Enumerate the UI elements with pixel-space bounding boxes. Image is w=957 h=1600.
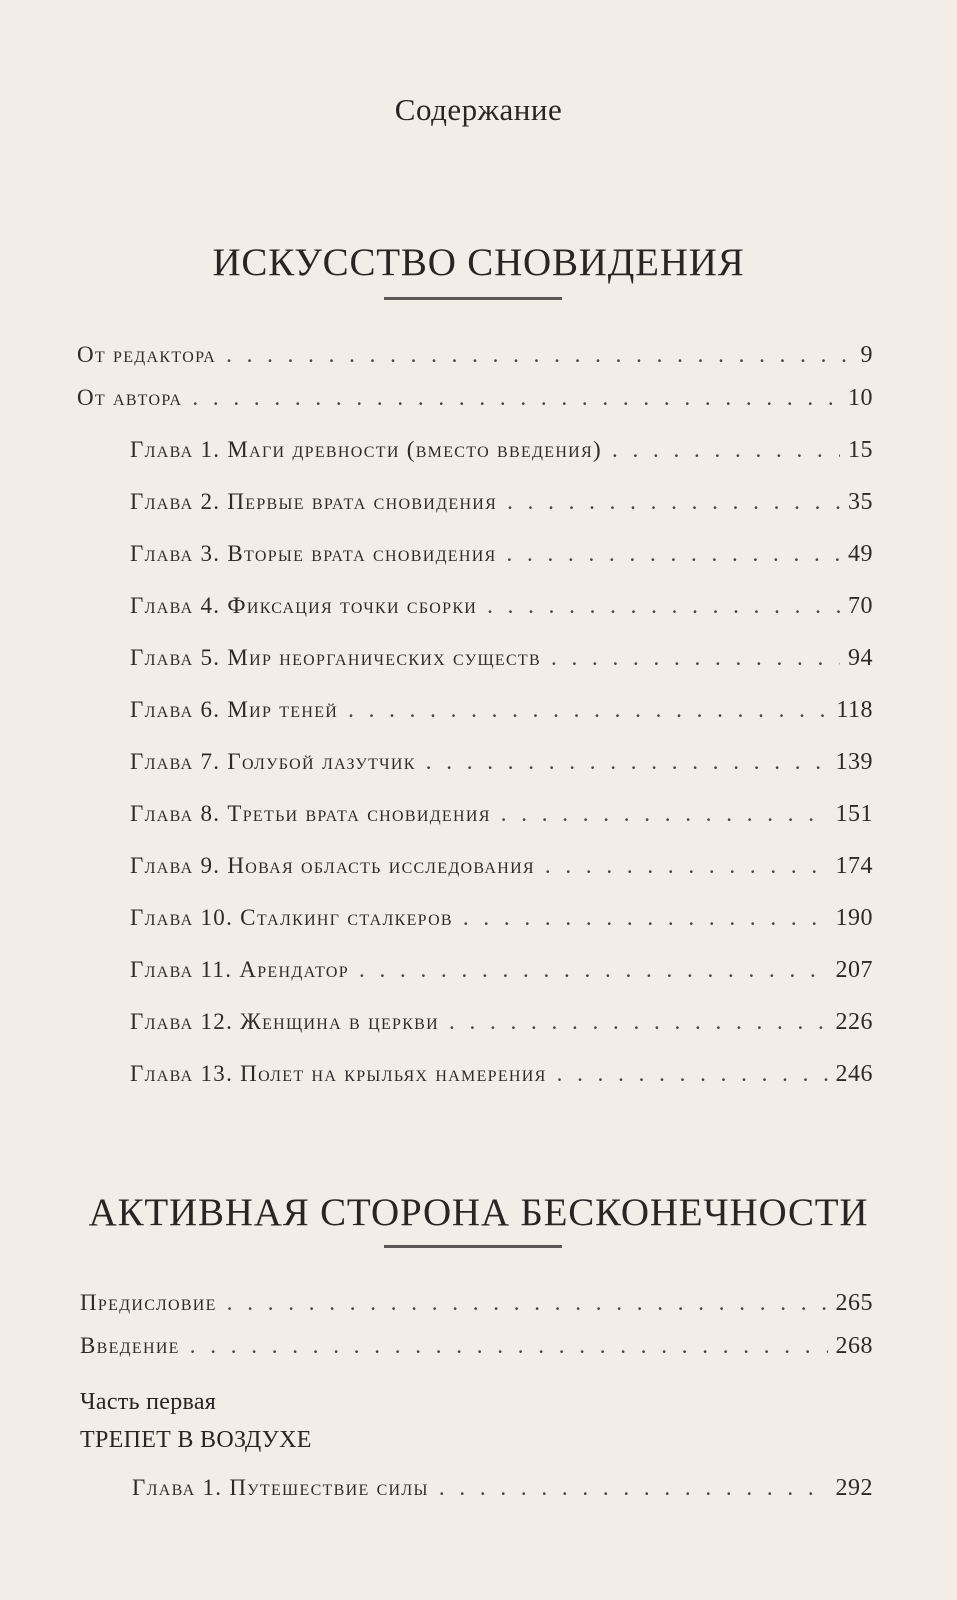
toc-entry: [77, 385, 873, 412]
toc-entry-page: 292: [835, 1475, 873, 1501]
toc-leader-dots: [545, 853, 828, 879]
toc-entry-page: 151: [835, 801, 873, 827]
toc-leader-dots: [449, 1009, 827, 1035]
toc-entry: [130, 801, 873, 828]
toc-leader-dots: [487, 593, 840, 619]
contents-heading: Содержание: [394, 92, 563, 127]
toc-leader-dots: [507, 541, 840, 567]
toc-entry-page: 9: [860, 342, 873, 368]
toc-entry-page: 190: [835, 905, 873, 931]
part-label: Часть первая: [80, 1389, 217, 1415]
toc-entry-label: Глава 9. Новая область исследования: [130, 853, 535, 878]
toc-entry: [80, 1290, 873, 1317]
toc-entry-page: 94: [848, 645, 873, 671]
toc-entry-label: Глава 3. Вторые врата сновидения: [130, 541, 497, 566]
toc-entry-label: От автора: [77, 385, 183, 410]
toc-entry: [130, 1061, 873, 1088]
toc-leader-dots: [507, 489, 840, 515]
toc-entry-label: Глава 2. Первые врата сновидения: [130, 489, 498, 514]
toc-entry: [80, 1333, 873, 1360]
toc-entry: [130, 957, 873, 984]
toc-entry: [130, 749, 873, 776]
toc-entry-page: 207: [835, 957, 873, 983]
toc-entry-label: Глава 1. Маги древности (вместо введения): [130, 437, 602, 462]
toc-entry-label: Глава 7. Голубой лазутчик: [130, 749, 416, 774]
toc-leader-dots: [426, 749, 828, 775]
section-divider: [384, 1245, 562, 1248]
toc-entry: [130, 489, 873, 516]
toc-entry-label: Глава 10. Сталкинг сталкеров: [130, 905, 453, 930]
toc-entry-label: Глава 5. Мир неорганических существ: [130, 645, 541, 670]
toc-leader-dots: [463, 905, 828, 931]
toc-leader-dots: [227, 1290, 828, 1316]
toc-entry-page: 139: [835, 749, 873, 775]
toc-entry-page: 174: [835, 853, 873, 879]
toc-entry-page: 246: [835, 1061, 873, 1087]
toc-entry-page: 268: [835, 1333, 873, 1359]
toc-entry-label: От редактора: [77, 342, 217, 367]
toc-entry: [130, 645, 873, 672]
toc-entry: [130, 1009, 873, 1036]
toc-entry: [130, 437, 873, 464]
toc-entry-label: Предисловие: [80, 1290, 217, 1315]
toc-entry-label: Введение: [80, 1333, 180, 1358]
toc-entry-label: Глава 11. Арендатор: [130, 957, 349, 982]
toc-entry-label: Глава 1. Путешествие силы: [132, 1475, 429, 1500]
section-divider: [384, 297, 562, 300]
toc-entry-label: Глава 6. Мир теней: [130, 697, 339, 722]
toc-entry-page: 265: [835, 1290, 873, 1316]
toc-leader-dots: [439, 1475, 828, 1501]
toc-entry: [77, 342, 873, 369]
toc-leader-dots: [359, 957, 828, 983]
toc-entry: [130, 853, 873, 880]
toc-entry-page: 10: [848, 385, 873, 411]
toc-entry: [132, 1475, 873, 1502]
toc-leader-dots: [192, 385, 840, 411]
toc-leader-dots: [348, 697, 828, 723]
toc-entry-label: Глава 12. Женщина в церкви: [130, 1009, 440, 1034]
toc-leader-dots: [557, 1061, 828, 1087]
toc-leader-dots: [190, 1333, 828, 1359]
toc-entry: [130, 697, 873, 724]
toc-entry-page: 70: [848, 593, 873, 619]
toc-leader-dots: [501, 801, 828, 827]
section-title-art-of-dreaming: ИСКУССТВО СНОВИДЕНИЯ: [212, 241, 745, 284]
toc-entry-page: 118: [836, 697, 873, 723]
toc-entry-label: Глава 4. Фиксация точки сборки: [130, 593, 478, 618]
toc-entry-page: 15: [848, 437, 873, 463]
toc-leader-dots: [612, 437, 840, 463]
toc-entry-page: 226: [835, 1009, 873, 1035]
toc-entry: [130, 541, 873, 568]
toc-entry-page: 49: [848, 541, 873, 567]
toc-entry-label: Глава 8. Третьи врата сновидения: [130, 801, 491, 826]
part-title: ТРЕПЕТ В ВОЗДУХЕ: [80, 1427, 312, 1453]
toc-leader-dots: [551, 645, 840, 671]
toc-entry-label: Глава 13. Полет на крыльях намерения: [130, 1061, 547, 1086]
toc-entry: [130, 905, 873, 932]
toc-entry: [130, 593, 873, 620]
section-title-active-side-of-infinity: АКТИВНАЯ СТОРОНА БЕСКОНЕЧНОСТИ: [88, 1191, 869, 1234]
toc-entry-page: 35: [848, 489, 873, 515]
toc-leader-dots: [226, 342, 852, 368]
